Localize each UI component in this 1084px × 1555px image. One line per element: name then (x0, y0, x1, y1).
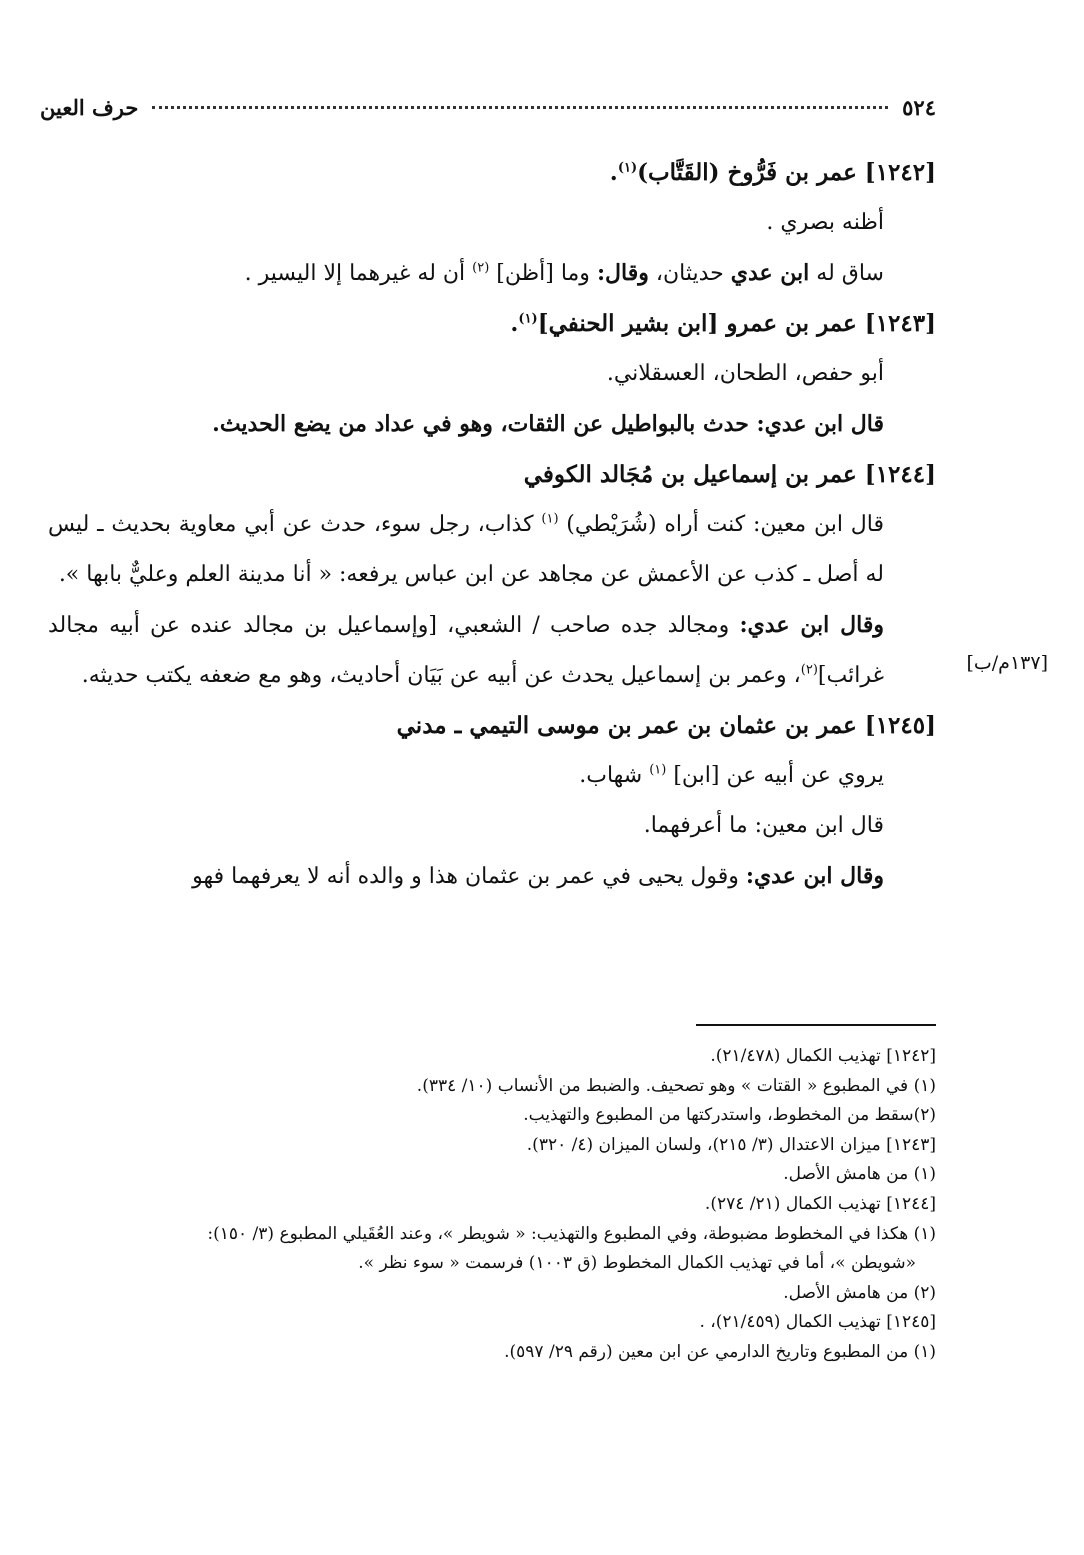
paragraph: قال ابن معين: كنت أراه (شُرَيْطي) $^{(١)}$ كذاب، رجل سوء، حدث عن أبي معاوية بحديث ـ ليس له أصل ـ كذب عن الأعمش عن مجاهد عن ابن عباس يرفعه: « أنا مدينة العلم وعليٌّ بابها ». (48, 511, 884, 587)
entry-heading-1243: [١٢٤٣] عمر بن عمرو [ابن بشير الحنفي]$^{(١)}$. (510, 310, 936, 337)
paragraph: وقال ابن عدي: ومجالد جده صاحب / الشعبي، [وإسماعيل بن مجالد عنده عن أبيه مجالد غرائب]$^{(٢)}$، وعمر بن إسماعيل يحدث عن أبيه عن بَيَان أحاديث، وهو مع ضعفه يكتب حديثه. (48, 612, 884, 688)
paragraph: قال ابن عدي: حدث بالبواطيل عن الثقات، وهو في عداد من يضع الحديث. (212, 411, 884, 437)
footnote: [١٢٤٣] ميزان الاعتدال (٣/ ٢١٥)، ولسان الميزان (٤/ ٣٢٠). (526, 1134, 936, 1155)
running-header (40, 90, 936, 124)
footnote: [١٢٤٤] تهذيب الكمال (٢١/ ٢٧٤). (704, 1193, 936, 1214)
main-text (48, 148, 936, 902)
footnote: (١) من هامش الأصل. (783, 1164, 936, 1185)
paragraph: أبو حفص، الطحان، العسقلاني. (606, 361, 884, 386)
footnote: (١) في المطبوع « القتات » وهو تصحيف. والضبط من الأنساب (١٠/ ٣٣٤). (416, 1075, 936, 1096)
footnote: (٢) من هامش الأصل. (783, 1282, 936, 1303)
chapter-title: حرف العين (40, 94, 139, 120)
page-number: ٥٢٤ (902, 94, 936, 120)
header-dotted-rule (152, 106, 888, 109)
entry-heading-1242: [١٢٤٢] عمر بن فَرُّوخ (القَتَّاب)$^{(١)}$. (609, 159, 936, 186)
manuscript-folio-note: [١٣٧م/ب] (966, 652, 1048, 674)
footnote-continuation: «شويطن »، أما في تهذيب الكمال المخطوط (ق ١٠٠٣) فرسمت « سوء نظر ». (358, 1253, 916, 1274)
footnote: (١) من المطبوع وتاريخ الدارمي عن ابن معين (رقم ٢٩/ ٥٩٧). (504, 1341, 936, 1362)
entry-heading-1244: [١٢٤٤] عمر بن إسماعيل بن مُجَالد الكوفي (523, 461, 936, 488)
entry-heading-1245: [١٢٤٥] عمر بن عثمان بن عمر بن موسى التيمي ـ مدني (396, 712, 936, 739)
footnote: [١٢٤٢] تهذيب الكمال (٢١/٤٧٨). (710, 1046, 936, 1066)
footnotes (48, 1042, 936, 1368)
paragraph: قال ابن معين: ما أعرفهما. (643, 813, 884, 838)
footnote-separator (696, 1024, 936, 1026)
paragraph: يروي عن أبيه عن [ابن] $^{(١)}$ شهاب. (579, 762, 884, 788)
paragraph: أظنه بصري . (766, 210, 884, 235)
footnote: (٢)سقط من المخطوط، واستدركتها من المطبوع والتهذيب. (523, 1105, 936, 1126)
paragraph: ساق له ابن عدي حديثان، وقال: وما [أظن] $^{(٢)}$ أن له غيرهما إلا اليسير . (244, 260, 884, 286)
paragraph: وقال ابن عدي: وقول يحيى في عمر بن عثمان هذا و والده أنه لا يعرفهما فهو (192, 863, 884, 889)
footnote: (١) هكذا في المخطوط مضبوطة، وفي المطبوع والتهذيب: « شويطر »، وعند العُقَيلي المطبوع (٣/ ١٥٠): (207, 1223, 936, 1244)
footnote: [١٢٤٥] تهذيب الكمال (٢١/٤٥٩)، . (699, 1312, 936, 1333)
